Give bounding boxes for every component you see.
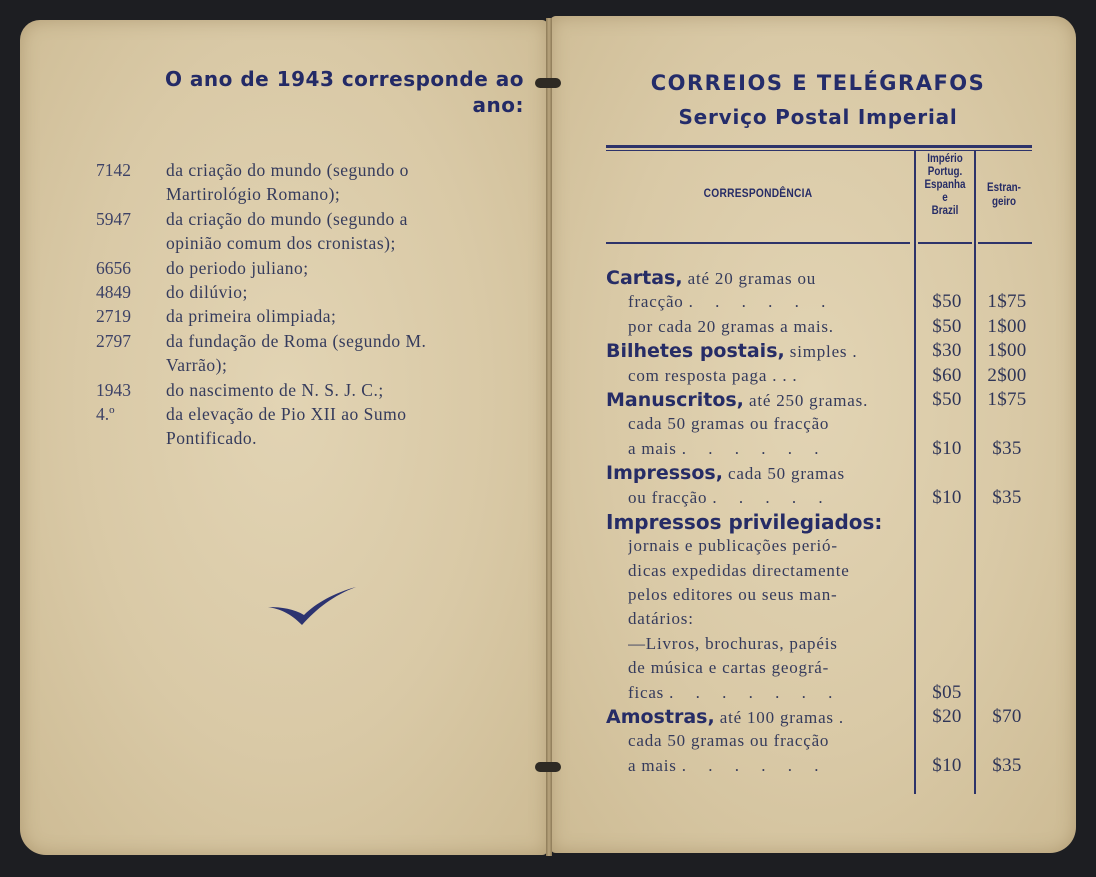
price-imperio: $10	[932, 437, 962, 459]
price-imperio: $60	[932, 364, 962, 386]
price-estrangeiro: 2$00	[987, 364, 1027, 386]
price-estrangeiro: 1$75	[987, 291, 1027, 313]
price-imperio: $10	[932, 486, 962, 508]
rate-text: com resposta paga . . .	[628, 365, 798, 385]
era-text: Pontificado.	[166, 428, 258, 449]
era-text: Varrão);	[166, 355, 228, 376]
rate-text: cada 50 gramas	[728, 464, 845, 484]
rate-label: Impressos privilegiados:	[606, 509, 883, 534]
table-row	[606, 412, 1036, 436]
era-row	[96, 353, 526, 377]
rates-table	[606, 266, 1036, 778]
era-year: 1943	[96, 379, 131, 400]
era-year: 6656	[96, 257, 131, 278]
rate-text: jornais e publicações perió-	[628, 536, 838, 556]
header-line: Brazil	[931, 203, 959, 217]
rate-label: Impressos,	[606, 462, 723, 485]
rate-text: simples .	[789, 342, 858, 362]
rate-text: até 250 gramas.	[748, 390, 869, 410]
era-row	[96, 304, 526, 328]
rate-description	[606, 339, 910, 364]
table-row	[606, 534, 1036, 558]
price-imperio: $30	[932, 340, 962, 362]
era-row	[96, 256, 526, 280]
price-estrangeiro: $35	[992, 754, 1022, 776]
era-row	[96, 207, 526, 231]
page-subtitle: Serviço Postal Imperial	[678, 105, 958, 129]
year-heading	[74, 66, 524, 118]
price-imperio: $10	[932, 754, 962, 776]
page-title: CORREIOS E TELÉGRAFOS	[650, 71, 986, 95]
rate-description	[628, 486, 910, 510]
table-row	[606, 632, 1036, 656]
rate-text: ficas	[628, 682, 665, 702]
era-year	[96, 353, 166, 377]
era-year: 7142	[96, 160, 131, 180]
price-estrangeiro: $35	[992, 437, 1022, 459]
rate-text: a mais	[628, 438, 677, 458]
rate-label: Amostras,	[606, 706, 715, 729]
rate-description	[628, 290, 910, 314]
table-row	[606, 656, 1036, 680]
table-top-rule-thin	[606, 150, 1032, 151]
header-line: Estran-	[987, 180, 1021, 194]
rate-text: até 100 gramas .	[719, 708, 844, 728]
era-text: da criação do mundo (segundo o	[166, 160, 409, 180]
era-year	[96, 182, 166, 206]
era-row	[96, 426, 526, 450]
price-estrangeiro: 1$75	[987, 388, 1027, 410]
era-row	[96, 402, 526, 426]
rate-description	[628, 559, 910, 583]
header-line: Espanha	[924, 177, 966, 191]
era-row	[96, 329, 526, 353]
era-text: da primeira olimpiada;	[166, 306, 337, 327]
rate-text: dicas expedidas directamente	[628, 560, 850, 580]
header-rule-correspondence	[606, 242, 910, 244]
rate-description	[628, 534, 910, 558]
price-imperio: $50	[932, 388, 962, 410]
era-text: do dilúvio;	[166, 282, 248, 303]
rate-description	[606, 705, 910, 730]
year-heading-line-2: ano:	[472, 93, 524, 117]
rate-description	[628, 437, 910, 461]
table-row	[606, 559, 1036, 583]
price-imperio: $50	[932, 291, 962, 313]
header-line: Portug.	[927, 164, 963, 178]
rate-description	[628, 607, 910, 631]
rate-description	[628, 681, 910, 705]
table-row	[606, 729, 1036, 753]
check-mark-icon	[266, 585, 358, 627]
rate-label: Cartas,	[606, 267, 683, 289]
rate-description	[628, 364, 910, 388]
rate-text: cada 50 gramas ou fracção	[628, 414, 830, 434]
era-year: 2797	[96, 330, 131, 351]
era-row	[96, 158, 526, 182]
table-row	[606, 339, 1036, 363]
table-row	[606, 681, 1036, 705]
price-imperio: $20	[932, 706, 962, 728]
rate-text: até 20 gramas ou	[687, 269, 817, 288]
rate-description	[628, 315, 910, 339]
rate-description	[606, 510, 910, 536]
leader-dots: . . . . . .	[681, 438, 828, 458]
book-spine	[546, 18, 552, 856]
rate-description	[628, 632, 910, 656]
era-text: Martirológio Romano);	[166, 184, 341, 205]
header-line: Império	[927, 151, 963, 165]
year-heading-line-1: O ano de 1943 corresponde ao	[164, 67, 524, 91]
era-row	[96, 378, 526, 402]
table-row	[606, 583, 1036, 607]
header-rule-estrangeiro	[978, 242, 1032, 244]
table-row	[606, 510, 1036, 534]
rate-text: datários:	[628, 609, 694, 629]
price-estrangeiro: 1$00	[987, 340, 1027, 362]
rate-text: cada 50 gramas ou fracção	[628, 731, 830, 751]
era-text: do nascimento de N. S. J. C.;	[166, 379, 384, 400]
price-imperio: $05	[932, 681, 962, 703]
rate-text: fracção	[628, 292, 684, 312]
table-row	[606, 266, 1036, 290]
rate-text: ou fracção	[628, 487, 708, 507]
rate-text: de música e cartas geográ-	[628, 658, 830, 678]
era-row	[96, 231, 526, 255]
table-row	[606, 754, 1036, 778]
era-row	[96, 182, 526, 206]
header-line: geiro	[991, 194, 1017, 208]
rate-description	[628, 656, 910, 680]
table-row	[606, 705, 1036, 729]
leader-dots: . . . . . .	[681, 755, 828, 775]
table-row	[606, 290, 1036, 314]
rate-description	[606, 266, 910, 291]
era-text: da criação do mundo (segundo a	[166, 208, 408, 229]
era-text: do periodo juliano;	[166, 257, 309, 278]
rate-description	[628, 412, 910, 436]
table-row	[606, 486, 1036, 510]
era-list	[96, 158, 526, 451]
table-row	[606, 461, 1036, 485]
table-row	[606, 388, 1036, 412]
header-estrangeiro	[982, 180, 1026, 208]
table-row	[606, 437, 1036, 461]
header-line: e	[942, 190, 948, 204]
price-estrangeiro: 1$00	[987, 315, 1027, 337]
rate-description	[606, 388, 910, 413]
price-estrangeiro: $70	[992, 706, 1022, 728]
era-year: 4849	[96, 282, 131, 303]
rate-label: Bilhetes postais,	[606, 340, 785, 363]
table-row	[606, 607, 1036, 631]
era-row	[96, 280, 526, 304]
header-correspondence: CORRESPONDÊNCIA	[703, 186, 813, 200]
price-imperio: $50	[932, 315, 962, 337]
era-year: 5947	[96, 208, 131, 229]
rate-description	[628, 754, 910, 778]
rate-label: Manuscritos,	[606, 388, 744, 411]
era-year	[96, 231, 166, 255]
era-text: da elevação de Pio XII ao Sumo	[166, 404, 407, 425]
rate-description	[628, 729, 910, 753]
price-estrangeiro: $35	[992, 486, 1022, 508]
era-text: da fundação de Roma (segundo M.	[166, 330, 427, 351]
era-text: opinião comum dos cronistas);	[166, 233, 396, 254]
rate-text: por cada 20 gramas a mais.	[628, 316, 834, 336]
leader-dots: . . . . . .	[688, 292, 835, 312]
rate-text: a mais	[628, 755, 677, 775]
rate-description	[606, 461, 910, 486]
era-year	[96, 426, 166, 450]
rate-text: pelos editores ou seus man-	[628, 585, 838, 605]
era-year: 4.º	[96, 404, 115, 425]
binding-stitch-top	[535, 78, 561, 88]
era-year: 2719	[96, 306, 131, 327]
rate-description	[628, 583, 910, 607]
rate-text: —Livros, brochuras, papéis	[628, 633, 838, 653]
leader-dots: . . . . .	[712, 487, 832, 507]
header-rule-imperio	[918, 242, 972, 244]
binding-stitch-bottom	[535, 762, 561, 772]
table-row	[606, 364, 1036, 388]
table-top-rule	[606, 145, 1032, 148]
leader-dots: . . . . . . .	[669, 682, 842, 702]
header-imperio	[921, 152, 969, 217]
table-row	[606, 315, 1036, 339]
